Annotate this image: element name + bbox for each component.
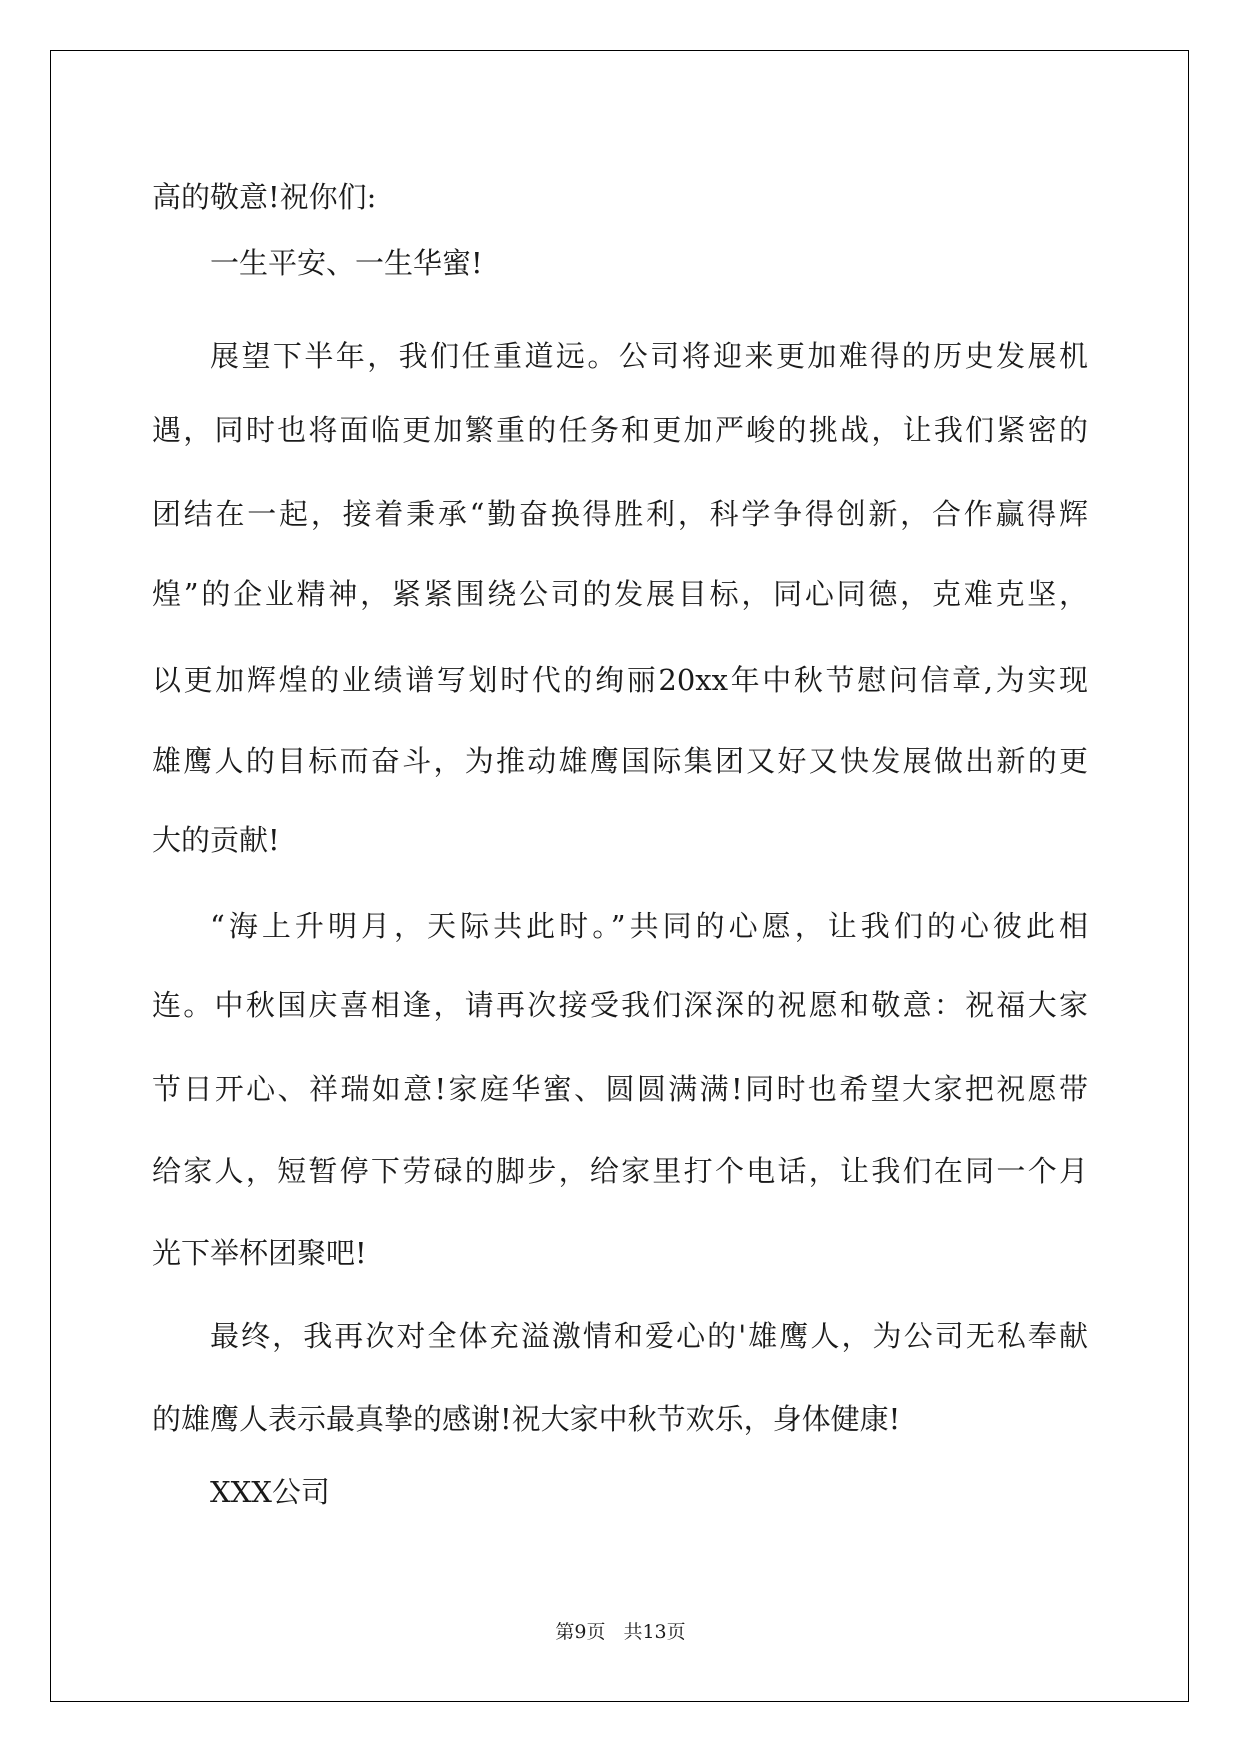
page-total: 共13页 (623, 1621, 686, 1643)
text-line: 高的敬意!祝你们: (152, 180, 377, 214)
text-line: 节日开心、祥瑞如意!家庭华蜜、圆圆满满!同时也希望大家把祝愿带 (152, 1072, 1088, 1106)
signature-company: XXX公司 (210, 1475, 330, 1509)
text-line: 最终，我再次对全体充溢激情和爱心的'雄鹰人，为公司无私奉献 (210, 1319, 1088, 1353)
text-line: 大的贡献! (152, 823, 280, 857)
page-frame (50, 50, 1189, 1702)
text-line: “海上升明月，天际共此时。”共同的心愿，让我们的心彼此相 (210, 909, 1088, 943)
text-line: 的雄鹰人表示最真挚的感谢!祝大家中秋节欢乐，身体健康! (152, 1402, 901, 1436)
text-line: 一生平安、一生华蜜! (210, 246, 483, 280)
text-line: 煌”的企业精神，紧紧围绕公司的发展目标，同心同德，克难克坚， (152, 577, 1088, 611)
page-number: 第9页 (555, 1621, 606, 1643)
text-line: 雄鹰人的目标而奋斗，为推动雄鹰国际集团又好又快发展做出新的更 (152, 744, 1088, 778)
text-line: 光下举杯团聚吧! (152, 1236, 367, 1270)
text-line: 给家人，短暂停下劳碌的脚步，给家里打个电话，让我们在同一个月 (152, 1154, 1088, 1188)
text-line: 遇，同时也将面临更加繁重的任务和更加严峻的挑战，让我们紧密的 (152, 413, 1088, 447)
text-line: 连。中秋国庆喜相逢，请再次接受我们深深的祝愿和敬意：祝福大家 (152, 988, 1088, 1022)
text-line: 以更加辉煌的业绩谱写划时代的绚丽20xx年中秋节慰问信章,为实现 (152, 663, 1088, 697)
text-line: 团结在一起，接着秉承“勤奋换得胜利，科学争得创新，合作赢得辉 (152, 497, 1088, 531)
text-line: 展望下半年，我们任重道远。公司将迎来更加难得的历史发展机 (210, 339, 1088, 373)
page-footer (0, 1620, 1241, 1644)
